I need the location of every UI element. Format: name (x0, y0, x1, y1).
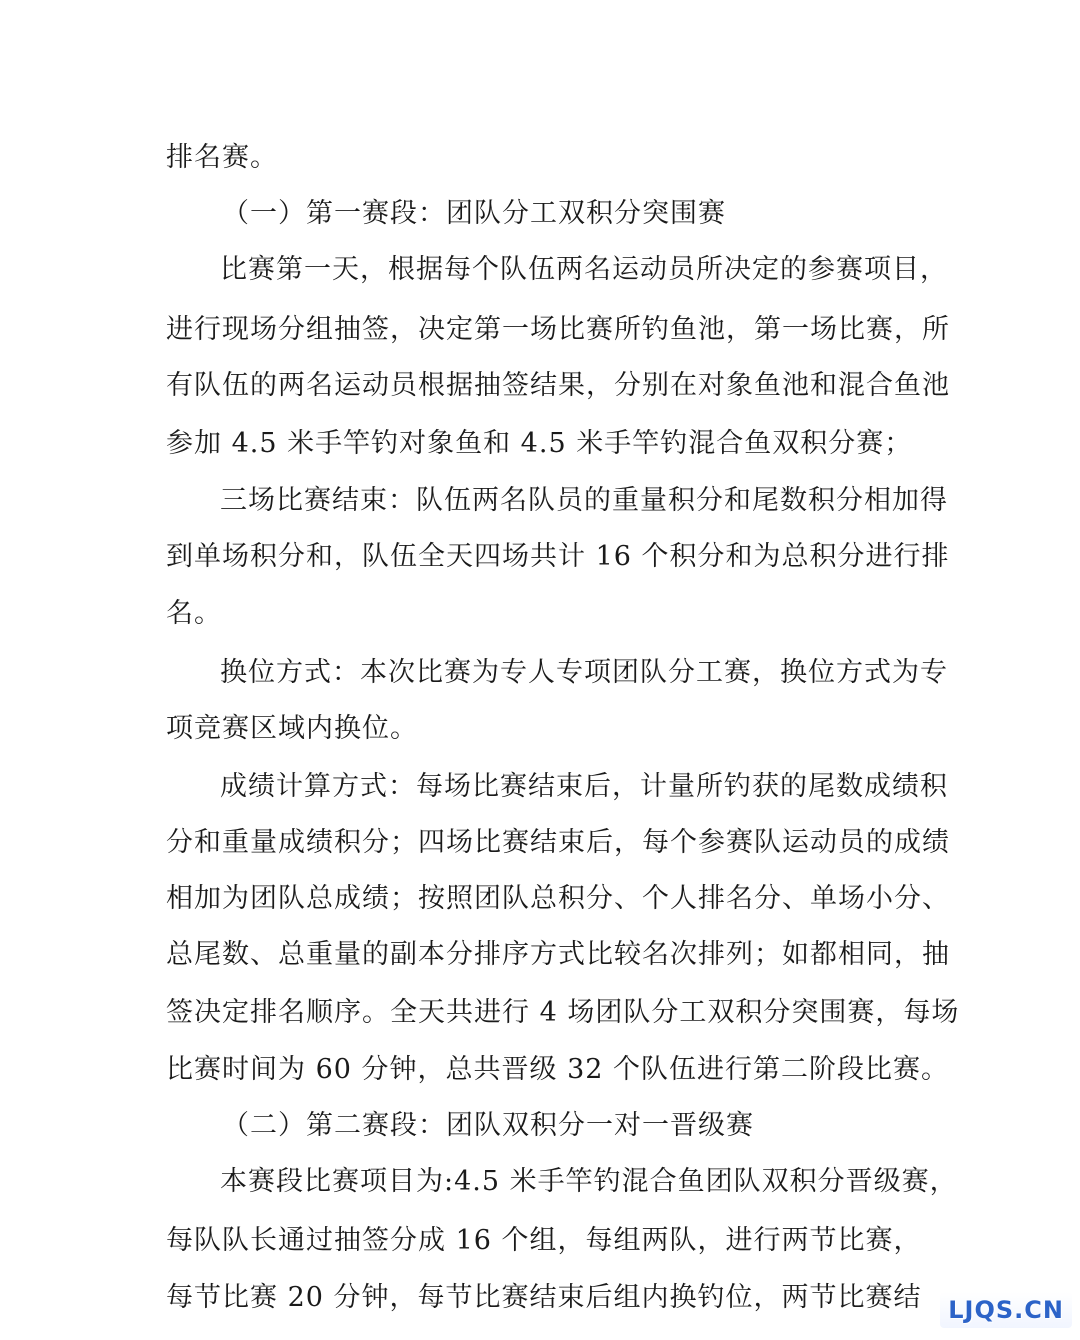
text-line-4: 进行现场分组抽签，决定第一场比赛所钓鱼池，第一场比赛，所 (166, 314, 950, 345)
text-line-21: 每节比赛 20 分钟，每节比赛结束后组内换钓位，两节比赛结 (166, 1282, 922, 1313)
section-heading-1: （一）第一赛段：团队分工双积分突围赛 (222, 198, 726, 229)
text-line-5: 有队伍的两名运动员根据抽签结果，分别在对象鱼池和混合鱼池 (166, 370, 950, 401)
text-line-13: 分和重量成绩积分；四场比赛结束后，每个参赛队运动员的成绩 (166, 827, 950, 858)
text-line-11: 项竞赛区域内换位。 (166, 713, 418, 744)
text-line-8: 到单场积分和，队伍全天四场共计 16 个积分和为总积分进行排 (166, 541, 950, 572)
text-line-20: 每队队长通过抽签分成 16 个组，每组两队，进行两节比赛， (166, 1225, 922, 1256)
site-watermark: LJQS.CN (940, 1292, 1072, 1328)
text-line-9: 名。 (166, 598, 222, 629)
text-line-10: 换位方式：本次比赛为专人专项团队分工赛，换位方式为专 (220, 657, 948, 688)
text-line-1: 排名赛。 (166, 142, 278, 173)
text-line-19: 本赛段比赛项目为:4.5 米手竿钓混合鱼团队双积分晋级赛， (220, 1166, 958, 1197)
section-heading-2: （二）第二赛段：团队双积分一对一晋级赛 (222, 1110, 754, 1141)
text-line-14: 相加为团队总成绩；按照团队总积分、个人排名分、单场小分、 (166, 883, 950, 914)
text-line-12: 成绩计算方式：每场比赛结束后，计量所钓获的尾数成绩积 (220, 771, 948, 802)
text-line-17: 比赛时间为 60 分钟，总共晋级 32 个队伍进行第二阶段比赛。 (166, 1054, 950, 1085)
text-line-16: 签决定排名顺序。全天共进行 4 场团队分工双积分突围赛，每场 (166, 997, 960, 1028)
text-line-3: 比赛第一天，根据每个队伍两名运动员所决定的参赛项目， (220, 254, 948, 285)
text-line-15: 总尾数、总重量的副本分排序方式比较名次排列；如都相同，抽 (166, 939, 950, 970)
text-line-7: 三场比赛结束：队伍两名队员的重量积分和尾数积分相加得 (220, 485, 948, 516)
text-line-6: 参加 4.5 米手竿钓对象鱼和 4.5 米手竿钓混合鱼双积分赛； (166, 428, 913, 459)
